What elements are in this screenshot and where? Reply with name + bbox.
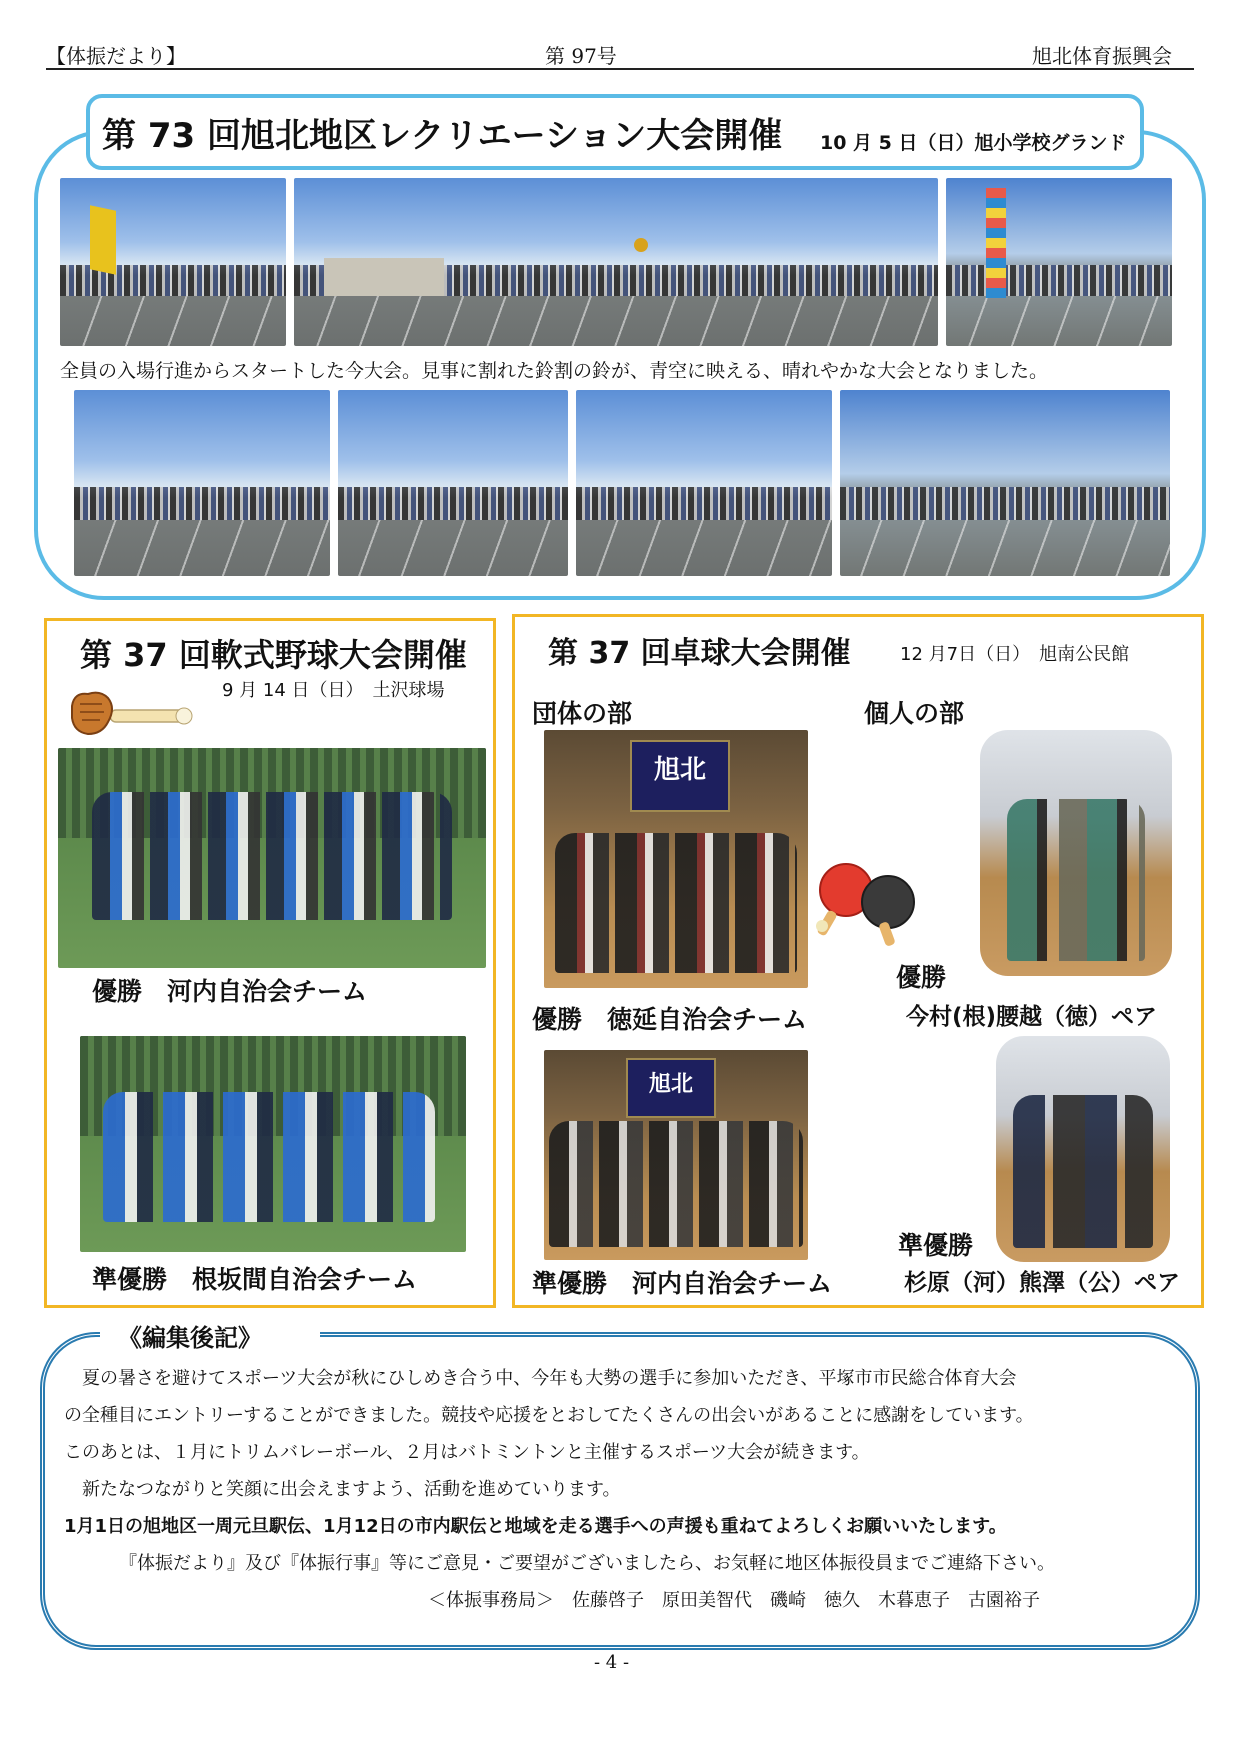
team-winner-photo	[544, 730, 808, 988]
game-photo-2	[840, 390, 1170, 576]
table-tennis-title: 第 37 回卓球大会開催	[548, 636, 851, 671]
team-runnerup-photo	[544, 1050, 808, 1260]
baseball-date: 9 月 14 日（日） 土沢球場	[222, 680, 445, 701]
baseball-winner-photo	[58, 748, 486, 968]
ping-pong-paddles-icon	[812, 858, 922, 948]
editorial-line-6: 『体振だより』及び『体振行事』等にご意見・ご要望がございましたら、お気軽に地区体振役員までご連絡下さい。	[110, 1553, 1055, 1574]
game-photo-1	[576, 390, 832, 576]
individual-winner-pair: 今村(根)腰越（徳）ペア	[906, 1004, 1158, 1030]
editorial-title: 《編集後記》	[118, 1324, 262, 1352]
parade-photo-2	[294, 178, 938, 346]
editorial-line-3: このあとは、１月にトリムバレーボール、２月はバトミントンと主催するスポーツ大会が続きます。	[64, 1442, 870, 1463]
header-rule	[46, 68, 1194, 70]
issue-number: 第 97号	[545, 44, 617, 68]
recreation-caption: 全員の入場行進からスタートした今大会。見事に割れた鈴割の鈴が、青空に映える、晴れやかな大会となりました。	[60, 360, 1049, 382]
table-tennis-date: 12 月7日（日） 旭南公民館	[900, 644, 1130, 665]
team-winner-caption: 優勝 徳延自治会チーム	[532, 1005, 808, 1034]
editorial-signature: ＜体振事務局＞ 佐藤啓子 原田美智代 磯崎 徳久 木暮恵子 古園裕子	[428, 1590, 1040, 1611]
organization-name: 旭北体育振興会	[1032, 44, 1172, 68]
team-banner-2: 旭北	[626, 1058, 716, 1118]
editorial-line-5: 1月1日の旭地区一周元旦駅伝、1月12日の市内駅伝と地域を走る選手への声援も重ねてよろしくお願いいたします。	[64, 1516, 1007, 1537]
baseball-title: 第 37 回軟式野球大会開催	[80, 636, 467, 674]
baseball-runnerup-photo	[80, 1036, 466, 1252]
race-photo-1	[74, 390, 330, 576]
editorial-line-2: の全種目にエントリーすることができました。競技や応援をとおしてたくさんの出会いがあることに感謝をしています。	[64, 1405, 1034, 1426]
individual-section-label: 個人の部	[864, 699, 965, 728]
editorial-line-4: 新たなつながりと笑顔に出会えますよう、活動を進めていります。	[64, 1479, 621, 1500]
race-photo-2	[338, 390, 568, 576]
team-runnerup-caption: 準優勝 河内自治会チーム	[532, 1269, 833, 1298]
team-banner: 旭北	[630, 740, 730, 812]
baseball-runnerup-caption: 準優勝 根坂間自治会チーム	[92, 1265, 418, 1294]
recreation-title: 第 73 回旭北地区レクリエーション大会開催	[102, 116, 783, 156]
individual-winner-photo	[980, 730, 1172, 976]
individual-runnerup-label: 準優勝	[898, 1231, 974, 1260]
parade-photo-1	[60, 178, 286, 346]
newsletter-name: 【体振だより】	[46, 44, 186, 68]
individual-runnerup-pair: 杉原（河）熊澤（公）ペア	[904, 1270, 1180, 1296]
editorial-line-1: 夏の暑さを避けてスポーツ大会が秋にひしめき合う中、今年も大勢の選手に参加いただき、平塚市市民総合体育大会	[64, 1368, 1017, 1389]
baseball-winner-caption: 優勝 河内自治会チーム	[92, 977, 368, 1006]
page-number: - 4 -	[594, 1652, 630, 1673]
glove-bat-icon	[66, 688, 194, 740]
parade-photo-3	[946, 178, 1172, 346]
individual-runnerup-photo	[996, 1036, 1170, 1262]
individual-winner-label: 優勝	[896, 963, 947, 992]
team-section-label: 団体の部	[532, 699, 633, 728]
recreation-date: 10 月 5 日（日）旭小学校グランド	[820, 132, 1127, 154]
